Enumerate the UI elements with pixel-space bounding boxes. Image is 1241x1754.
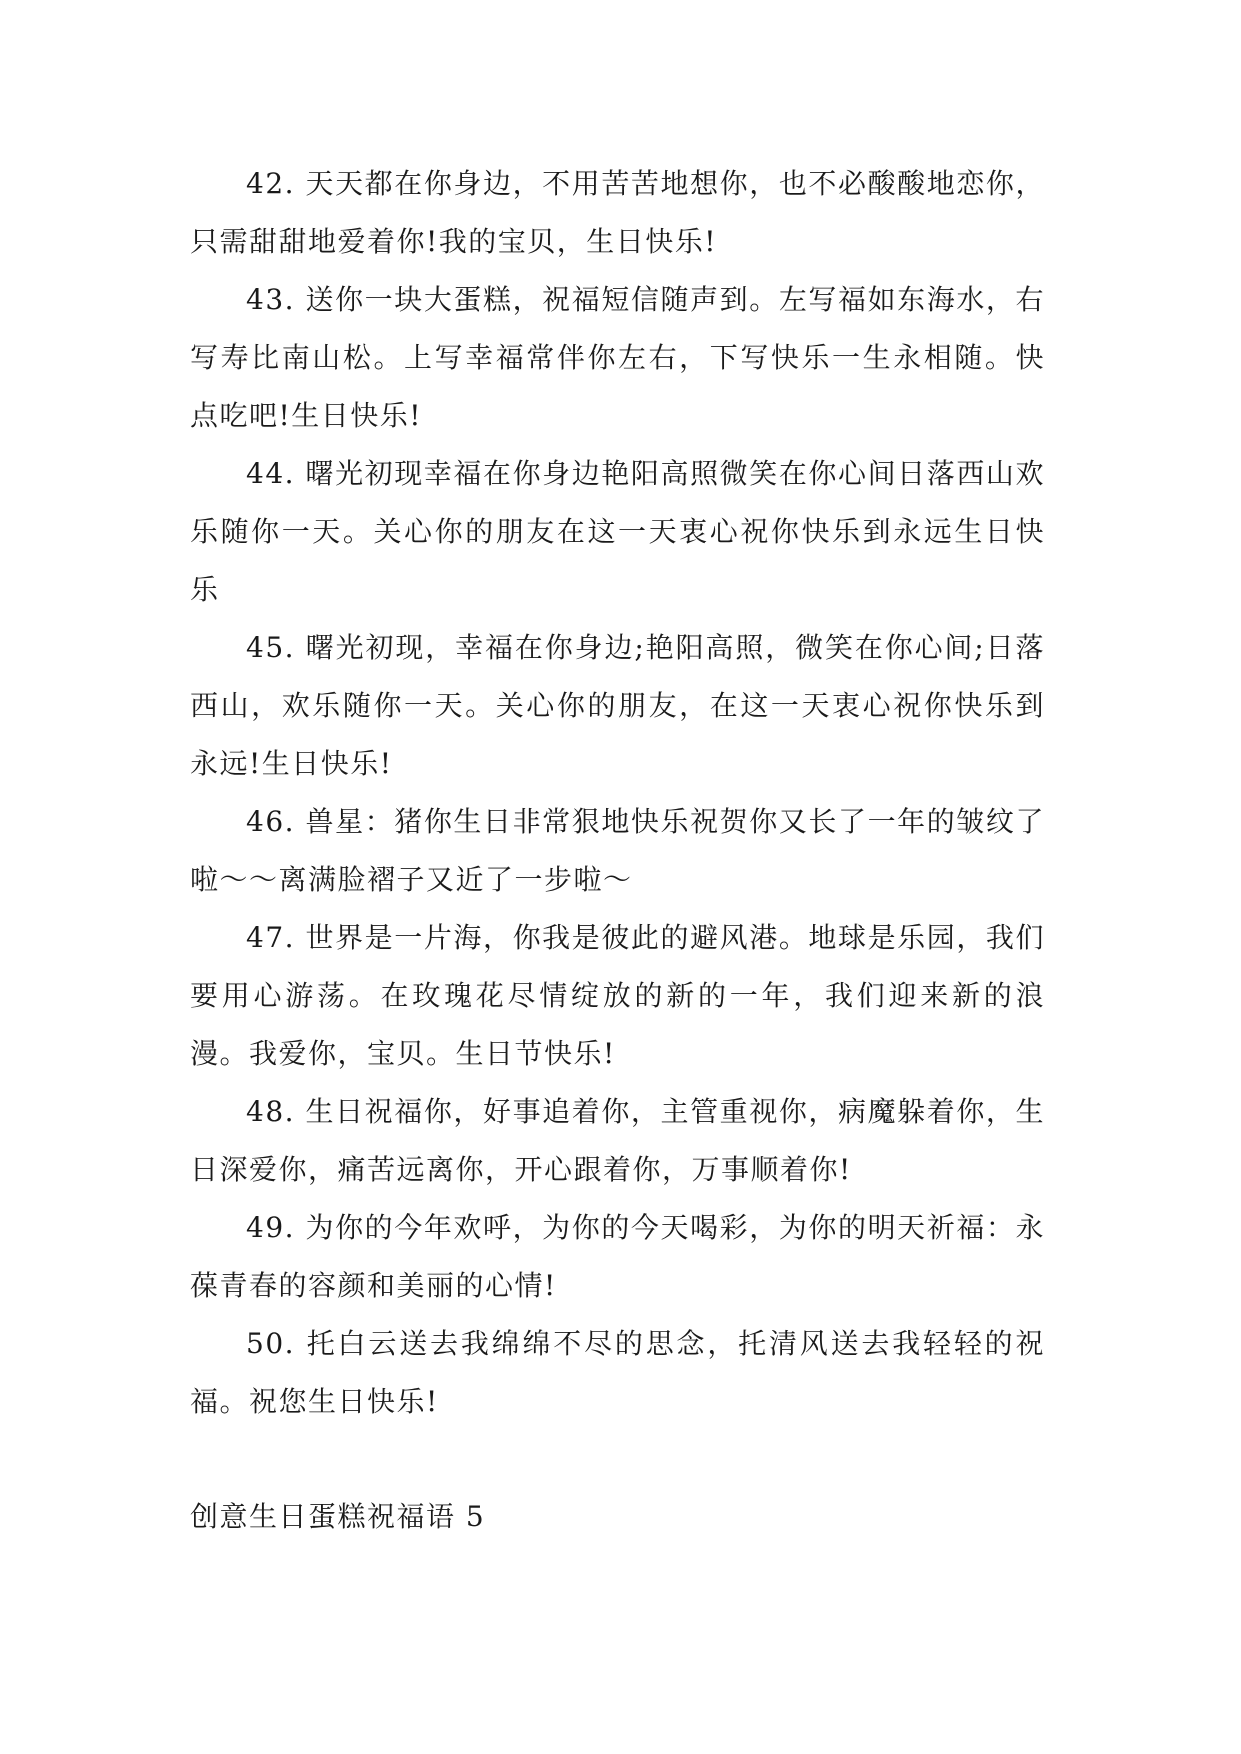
section-title: 创意生日蛋糕祝福语 5 (190, 1500, 486, 1533)
wish-paragraph-44: 44. 曙光初现幸福在你身边艳阳高照微笑在你心间日落西山欢乐随你一天。关心你的朋友在这一天衷心祝你快乐到永远生日快乐 (190, 457, 1045, 606)
wish-paragraph-49: 49. 为你的今年欢呼，为你的今天喝彩，为你的明天祈福：永葆青春的容颜和美丽的心情! (190, 1211, 1045, 1302)
wish-list (190, 155, 1045, 1431)
wish-paragraph-50: 50. 托白云送去我绵绵不尽的思念，托清风送去我轻轻的祝福。祝您生日快乐! (190, 1327, 1045, 1418)
wish-paragraph-43: 43. 送你一块大蛋糕，祝福短信随声到。左写福如东海水，右写寿比南山松。上写幸福常伴你左右，下写快乐一生永相随。快点吃吧!生日快乐! (190, 283, 1045, 432)
wish-paragraph-48: 48. 生日祝福你，好事追着你，主管重视你，病魔躲着你，生日深爱你，痛苦远离你，开心跟着你，万事顺着你! (190, 1095, 1045, 1186)
wish-paragraph-45: 45. 曙光初现，幸福在你身边;艳阳高照，微笑在你心间;日落西山，欢乐随你一天。关心你的朋友，在这一天衷心祝你快乐到永远!生日快乐! (190, 631, 1045, 780)
wish-paragraph-42: 42. 天天都在你身边，不用苦苦地想你，也不必酸酸地恋你，只需甜甜地爱着你!我的宝贝，生日快乐! (190, 167, 1045, 258)
wish-paragraph-46: 46. 兽星：猪你生日非常狠地快乐祝贺你又长了一年的皱纹了啦～～离满脸褶子又近了一步啦～ (190, 805, 1045, 896)
wish-paragraph-47: 47. 世界是一片海，你我是彼此的避风港。地球是乐园，我们要用心游荡。在玫瑰花尽情绽放的新的一年，我们迎来新的浪漫。我爱你，宝贝。生日节快乐! (190, 921, 1045, 1070)
